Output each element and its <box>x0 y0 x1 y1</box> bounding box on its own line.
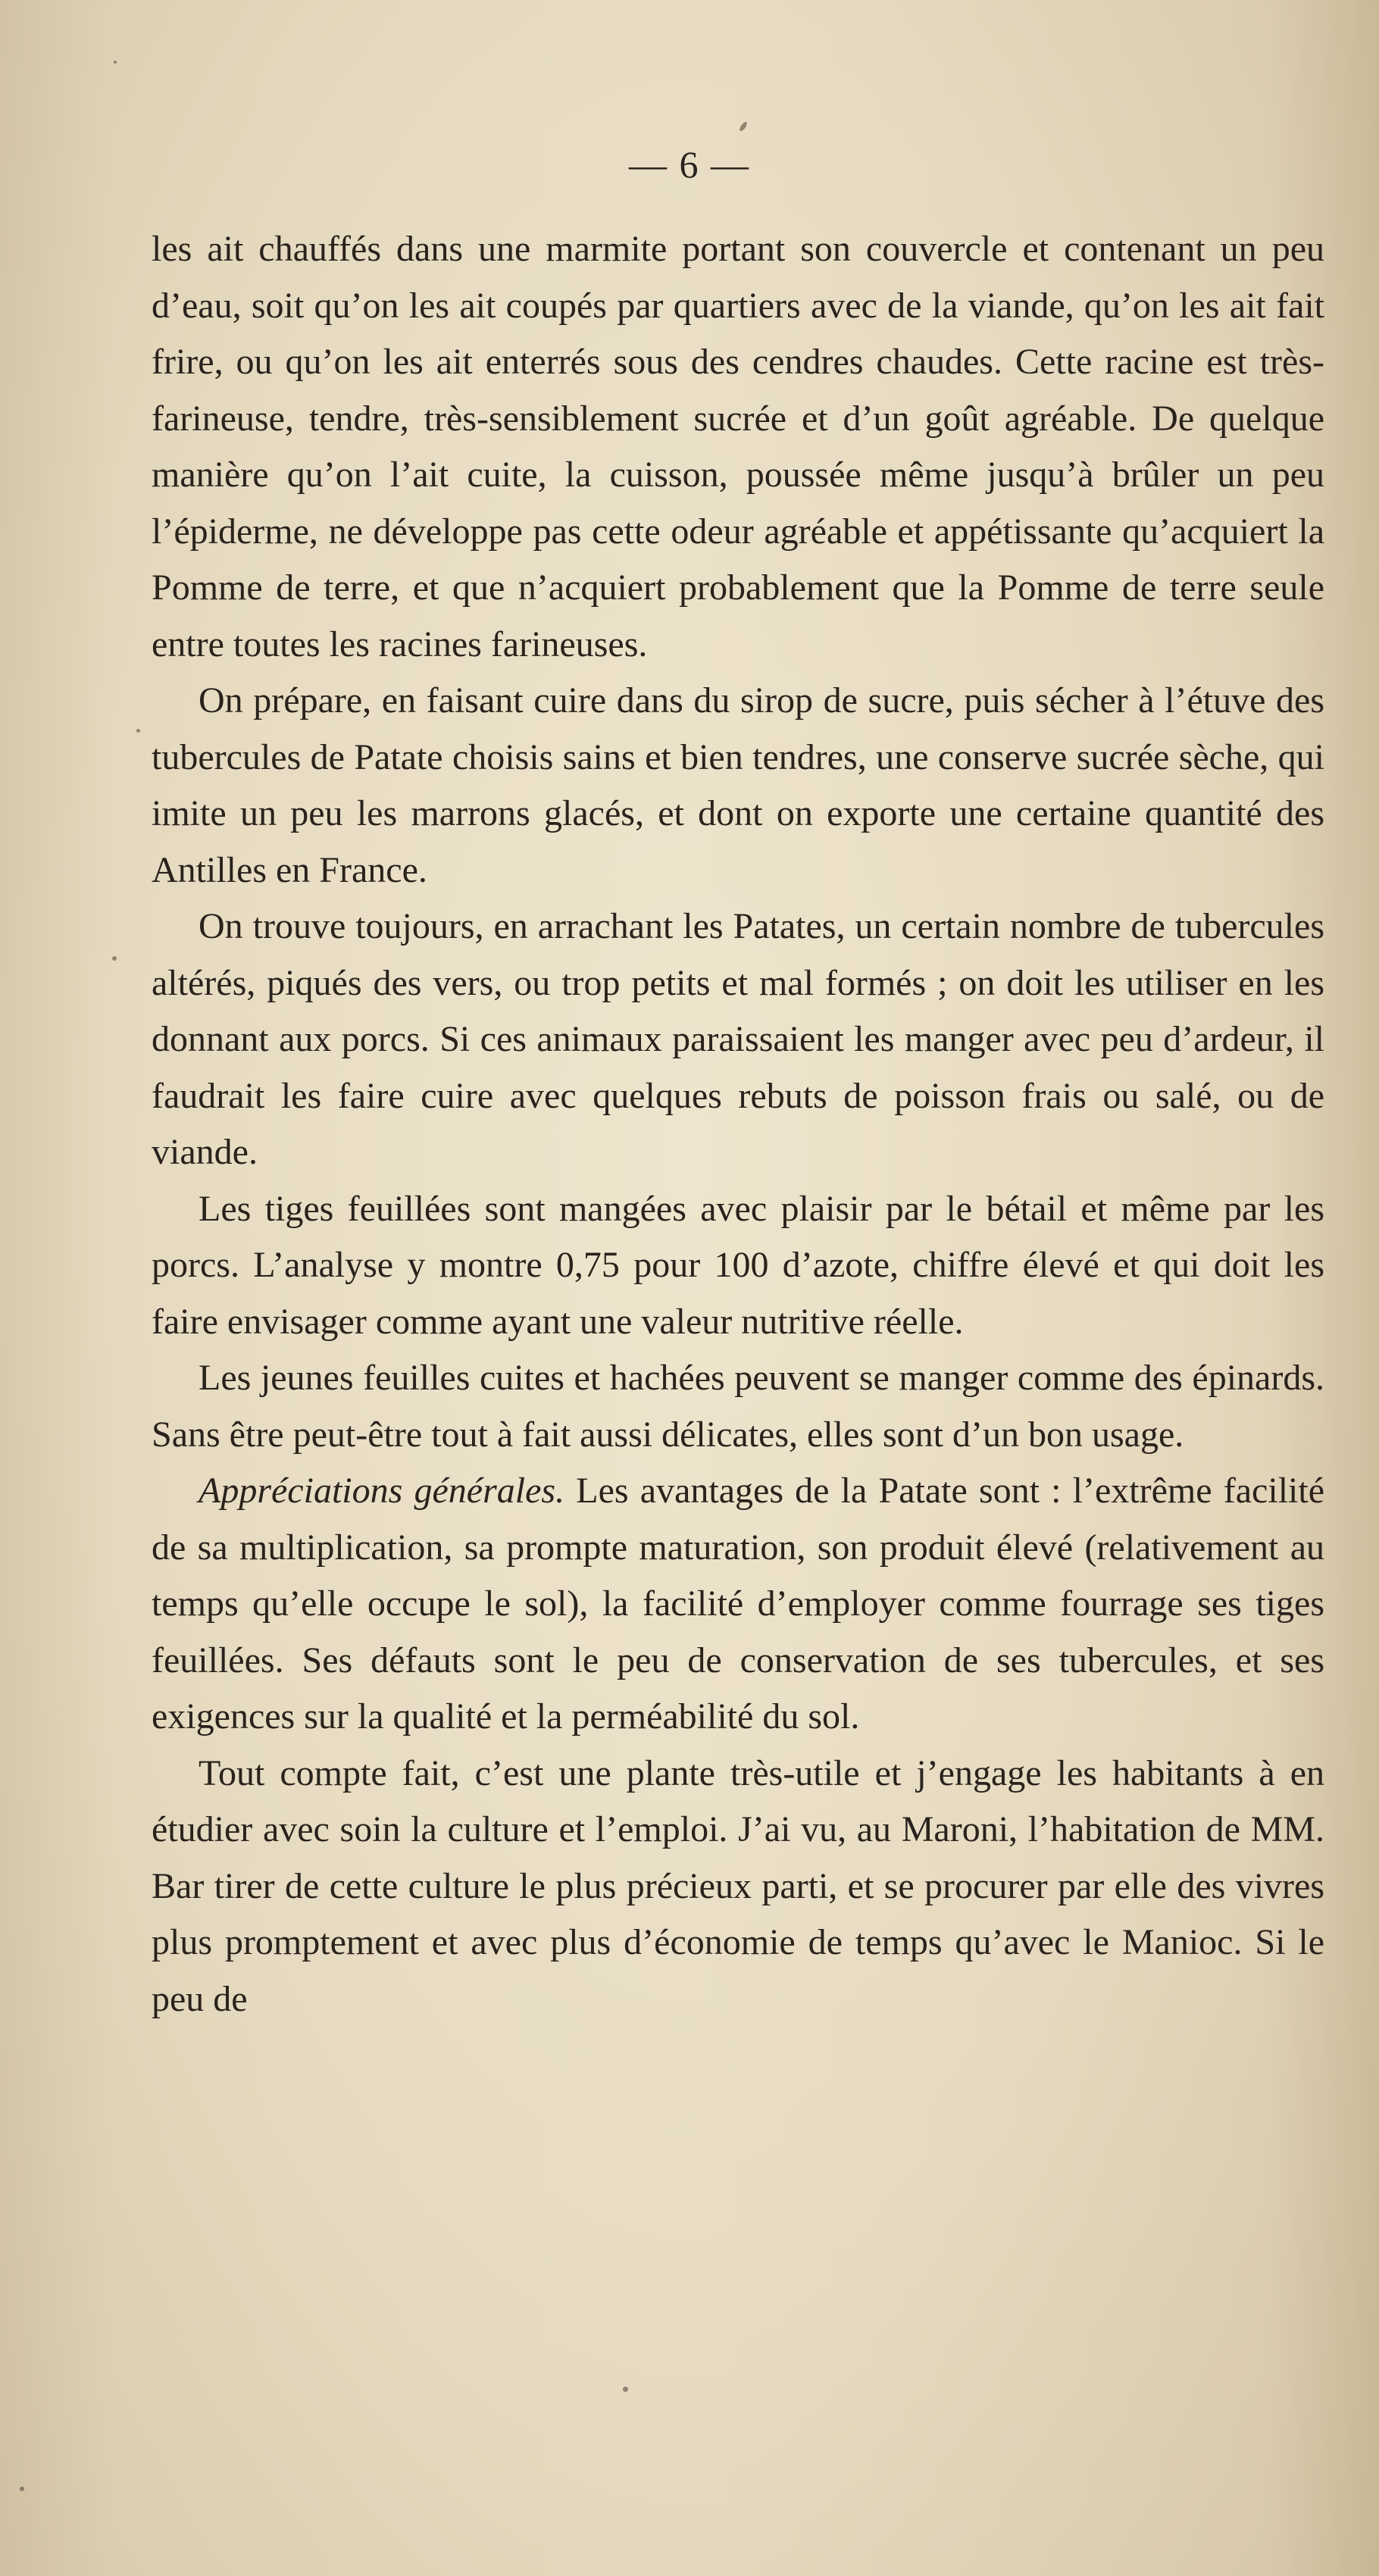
paragraph-3-text: On trouve toujours, en arrachant les Patates, un certain nombre de tubercules altérés, piqués des vers, ou trop petits et mal formés ; on doit les utiliser en les donnant aux porcs. Si ces animaux paraissaient les manger avec peu d’ardeur, il faudrait les faire cuire avec quelques rebuts de poisson frais ou salé, ou de viande. <box>152 906 1324 1172</box>
paragraph-5-text: Les jeunes feuilles cuites et hachées peuvent se manger comme des épinards. Sans être peut-être tout à fait aussi délicates, elles sont d’un bon usage. <box>152 1358 1324 1455</box>
paper-speck <box>114 61 117 64</box>
paper-speck <box>136 729 140 733</box>
paragraph-7-text: Tout compte fait, c’est une plante très-utile et j’engage les habitants à en étudier avec soin la culture et l’emploi. J’ai vu, au Maroni, l’habitation de MM. Bar tirer de cette culture le plus précieux parti, et se procurer par elle des vivres plus promptement et avec plus d’économie de temps qu’avec le Manioc. Si le peu de <box>152 1752 1324 2019</box>
paragraph-3 <box>152 899 1324 1181</box>
paragraph-6-lead: Appréciations générales. <box>199 1471 565 1511</box>
paragraph-6 <box>152 1463 1324 1746</box>
paragraph-1 <box>152 221 1324 673</box>
body-text <box>152 221 1324 2027</box>
paper-speck <box>112 956 117 961</box>
paragraph-2 <box>152 673 1324 899</box>
paragraph-4-text: Les tiges feuillées sont mangées avec plaisir par le bétail et même par les porcs. L’analyse y montre 0,75 pour 100 d’azote, chiffre élevé et qui doit les faire envisager comme ayant une valeur nutritive réelle. <box>152 1188 1324 1342</box>
paper-speck <box>739 121 749 133</box>
paragraph-1-text: les ait chauffés dans une marmite portant son couvercle et contenant un peu d’eau, soit qu’on les ait coupés par quartiers avec de la viande, qu’on les ait fait frire, ou qu’on les ait enterrés sous des cendres chaudes. Cette racine est très-farineuse, tendre, très-sensiblement sucrée et d’un goût agréable. De quelque manière qu’on l’ait cuite, la cuisson, poussée même jusqu’à brûler un peu l’épiderme, ne développe pas cette odeur agréable et appétissante qu’acquiert la Pomme de terre, et que n’acquiert probablement que la Pomme de terre seule entre toutes les racines farineuses. <box>152 229 1324 664</box>
paragraph-6-text: Les avantages de la Patate sont : l’extrême facilité de sa multiplication, sa prompte maturation, son produit élevé (relativement au temps qu’elle occupe le sol), la facilité d’employer comme fourrage ses tiges feuillées. Ses défauts sont le peu de conservation de ses tubercules, et ses exigences sur la qualité et la perméabilité du sol. <box>152 1471 1325 1737</box>
paragraph-7 <box>152 1746 1324 2028</box>
paragraph-5 <box>152 1350 1324 1463</box>
paper-speck <box>20 2487 24 2491</box>
paper-speck <box>623 2387 628 2392</box>
paragraph-2-text: On prépare, en faisant cuire dans du sirop de sucre, puis sécher à l’étuve des tubercules de Patate choisis sains et bien tendres, une conserve sucrée sèche, qui imite un peu les marrons glacés, et dont on exporte une certaine quantité des Antilles en France. <box>152 680 1324 890</box>
paragraph-4 <box>152 1181 1324 1351</box>
page-number: — 6 — <box>629 143 750 186</box>
